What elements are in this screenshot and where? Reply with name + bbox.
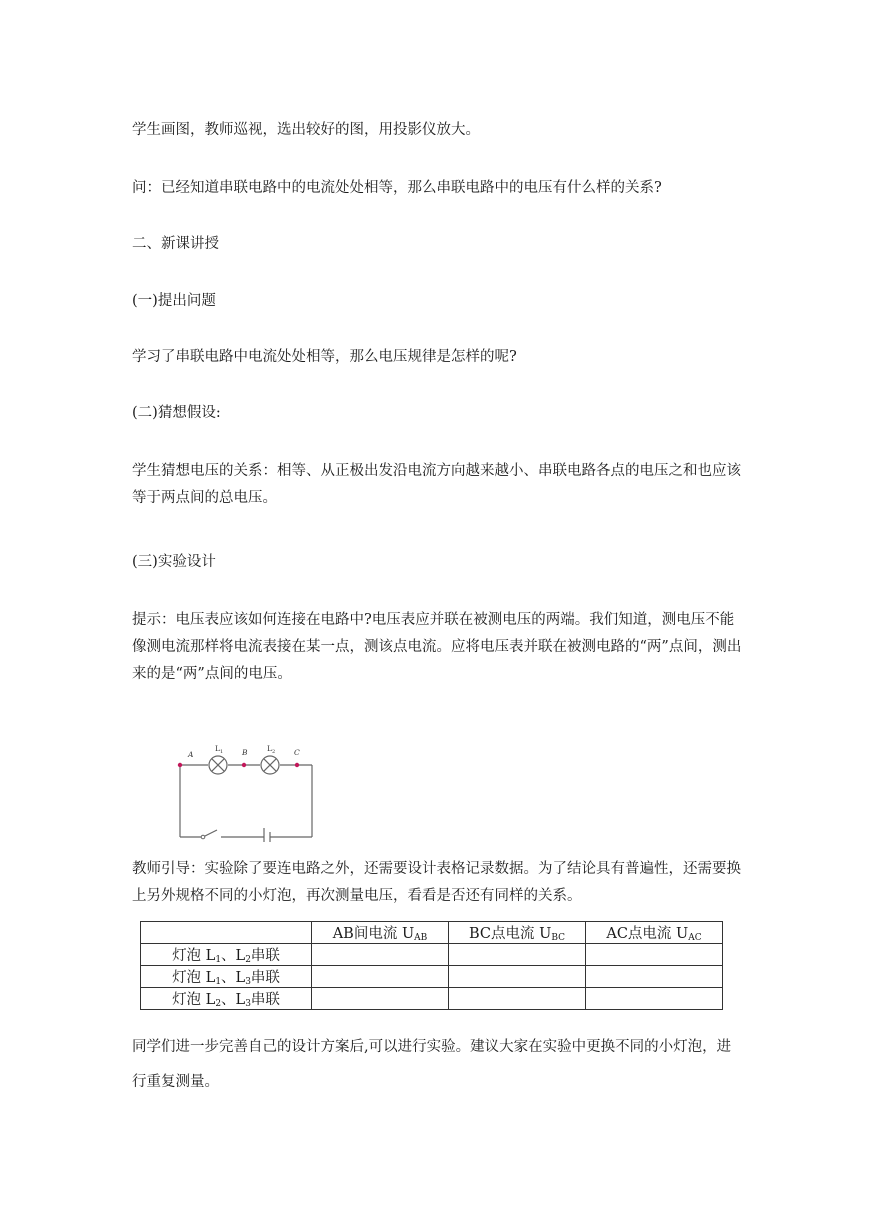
table-cell: [312, 966, 449, 988]
row-label: 灯泡 $L_1$、$L_3$串联: [141, 966, 312, 988]
paragraph-2: 问：已经知道串联电路中的电流处处相等，那么串联电路中的电压有什么样的关系?: [132, 180, 662, 196]
node-a-dot: [178, 763, 182, 767]
table-row: [141, 944, 723, 966]
node-a-label: A: [188, 750, 194, 759]
table-cell: [312, 944, 449, 966]
subheading-raise-question: (一)提出问题: [132, 293, 216, 309]
table-cell: [586, 966, 723, 988]
header-ac: AC点电流 $U_{AC}$: [586, 922, 723, 944]
header-bc: BC点电流 $U_{BC}$: [449, 922, 586, 944]
paragraph-9: 提示：电压表应该如何连接在电路中?电压表应并联在被测电压的两端。我们知道，测电压不能像测电流那样将电流表接在某一点，测该点电流。应将电压表并联在被测电路的“两”点间，测出来的是“两”点间的电压。: [132, 612, 742, 682]
lamp-l2-label: $L_2$: [267, 744, 276, 755]
paragraph-7: 学生猜想电压的关系：相等、从正极出发沿电流方向越来越小、串联电路各点的电压之和也应该等于两点间的总电压。: [132, 463, 741, 506]
header-empty-cell: [141, 922, 312, 944]
table-cell: [312, 988, 449, 1010]
node-c-label: C: [294, 748, 300, 757]
paragraph-10: 教师引导：实验除了要连电路之外，还需要设计表格记录数据。为了结论具有普遍性，还需要换上另外规格不同的小灯泡，再次测量电压，看看是否还有同样的关系。: [132, 861, 741, 904]
subheading-experiment-design: (三)实验设计: [132, 554, 216, 570]
table-cell: [449, 966, 586, 988]
measurement-table: [140, 921, 723, 1010]
table-header-row: [141, 922, 723, 944]
battery-icon: [264, 828, 270, 842]
row-label: 灯泡 $L_2$、$L_3$串联: [141, 988, 312, 1010]
table-cell: [586, 988, 723, 1010]
node-b-label: B: [242, 748, 248, 757]
table-cell: [449, 944, 586, 966]
circuit-wires: [180, 765, 312, 837]
header-ab: AB间电流 $U_{AB}$: [312, 922, 449, 944]
paragraph-1: 学生画图，教师巡视，选出较好的图，用投影仪放大。: [132, 122, 480, 138]
section-heading-new-lesson: 二、新课讲授: [132, 236, 219, 252]
lamp-l1-label: $L_1$: [215, 744, 224, 755]
table-row: [141, 988, 723, 1010]
lamp-l2-icon: [261, 756, 279, 774]
lamp-l1-icon: [209, 756, 227, 774]
table-row: [141, 966, 723, 988]
node-b-dot: [242, 763, 246, 767]
node-c-dot: [295, 763, 299, 767]
series-circuit-diagram: [175, 742, 320, 842]
switch-pivot: [201, 835, 205, 839]
row-label: 灯泡 $L_1$、$L_2$串联: [141, 944, 312, 966]
paragraph-5: 学习了串联电路中电流处处相等，那么电压规律是怎样的呢?: [132, 349, 517, 365]
paragraph-11: 同学们进一步完善自己的设计方案后,可以进行实验。建议大家在实验中更换不同的小灯泡，进行重复测量。: [132, 1039, 732, 1090]
table-cell: [586, 944, 723, 966]
table-cell: [449, 988, 586, 1010]
subheading-hypothesis: (二)猜想假设:: [132, 405, 221, 421]
